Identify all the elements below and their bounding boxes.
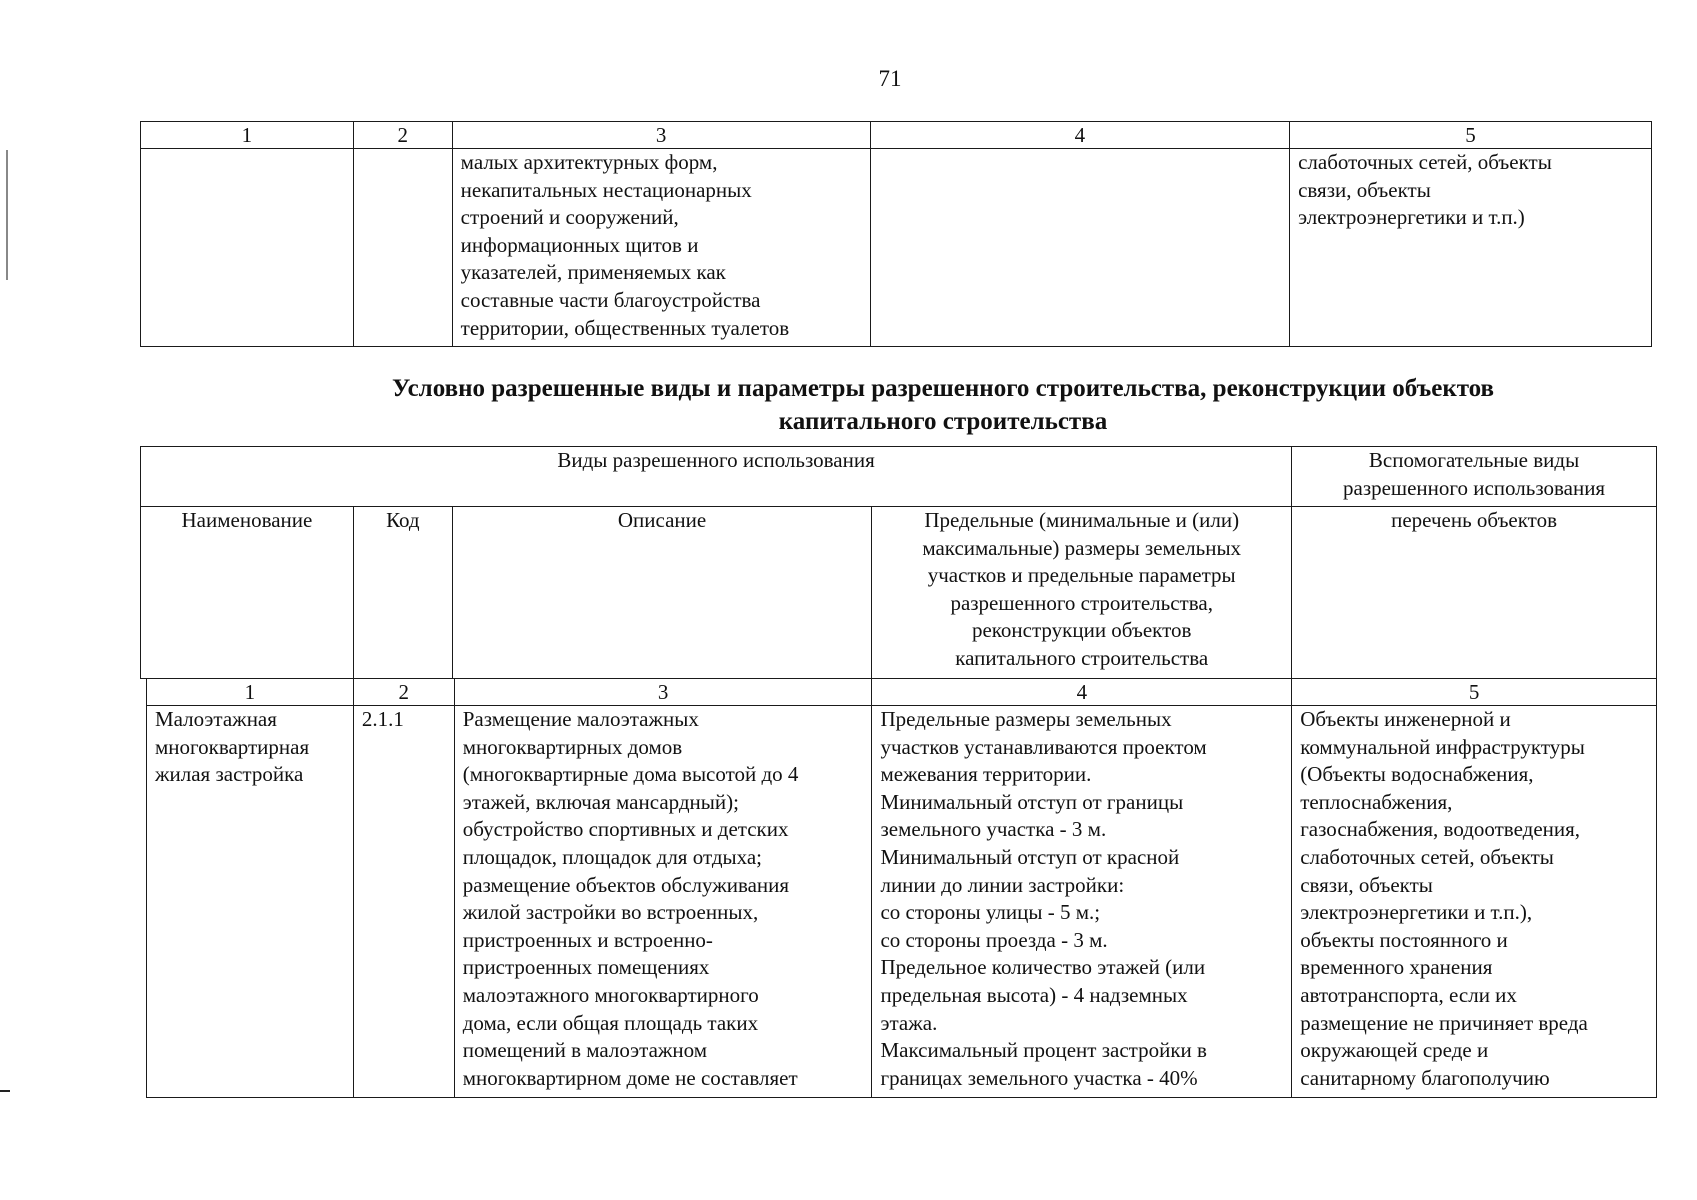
text-line: некапитальных нестационарных	[460, 177, 752, 202]
top-col-number-3: 3	[452, 122, 870, 149]
text-line: линии до линии застройки:	[880, 872, 1125, 897]
text-line: размещение не причиняет вреда	[1300, 1010, 1588, 1035]
text-line: временного хранения	[1300, 955, 1493, 980]
group-header-row	[141, 447, 1657, 507]
text-line: пристроенных помещениях	[462, 955, 710, 980]
text-line: многоквартирная	[155, 734, 310, 759]
text-line: слаботочных сетей, объекты	[1300, 844, 1554, 869]
text-line: малых архитектурных форм,	[460, 150, 718, 174]
text-line: (многоквартирные дома высотой до 4	[462, 762, 799, 787]
scan-margin-mark	[6, 150, 8, 280]
text-line: Максимальный процент застройки в	[880, 1038, 1207, 1063]
text-line: Объекты инженерной и	[1300, 707, 1511, 731]
table-row	[147, 706, 1657, 1098]
row-name-cell	[147, 706, 354, 1098]
text-line: помещений в малоэтажном	[462, 1038, 708, 1063]
top-row-limits-cell	[870, 149, 1290, 347]
top-col-number-4: 4	[870, 122, 1290, 149]
text-line: Вспомогательные виды	[1368, 448, 1580, 472]
text-line: Размещение малоэтажных	[462, 707, 699, 731]
text-line: автотранспорта, если их	[1300, 982, 1517, 1007]
text-line: капитального строительства	[955, 645, 1209, 670]
text-line: Малоэтажная	[155, 707, 277, 731]
text-line: разрешенного строительства,	[950, 590, 1213, 615]
text-line: территории, общественных туалетов	[460, 315, 790, 340]
column-header-code: Код	[353, 507, 452, 679]
text-line: этажа.	[880, 1010, 938, 1035]
section-heading	[310, 372, 1576, 438]
text-line: Предельные (минимальные и (или)	[924, 508, 1240, 532]
text-line: указателей, применяемых как	[460, 260, 726, 285]
text-line: составные части благоустройства	[460, 287, 761, 312]
text-line: разрешенного использования	[1343, 475, 1606, 500]
text-line: электроэнергетики и т.п.)	[1298, 205, 1525, 230]
row-limits-cell	[872, 706, 1292, 1098]
text-line: малоэтажного многоквартирного	[462, 982, 759, 1007]
col-number-3: 3	[454, 679, 872, 706]
text-line: со стороны улицы - 5 м.;	[880, 900, 1101, 925]
text-line: границах земельного участка - 40%	[880, 1065, 1198, 1090]
column-header-aux-list: перечень объектов	[1292, 507, 1657, 679]
text-line: Предельное количество этажей (или	[880, 955, 1206, 980]
text-line: предельная высота) - 4 надземных	[880, 982, 1188, 1007]
data-table	[146, 678, 1657, 1098]
top-col-number-1: 1	[141, 122, 354, 149]
text-line: максимальные) размеры земельных	[922, 535, 1242, 560]
column-header-row	[141, 507, 1657, 679]
text-line: площадок, площадок для отдыха;	[462, 844, 763, 869]
top-table-number-row	[141, 122, 1652, 149]
col-number-1: 1	[147, 679, 354, 706]
top-table	[140, 121, 1652, 347]
top-row-description-cell	[452, 149, 870, 347]
text-line: жилая застройка	[155, 762, 304, 787]
row-description-cell	[454, 706, 872, 1098]
text-line: объекты постоянного и	[1300, 927, 1508, 952]
text-line: информационных щитов и	[460, 232, 699, 257]
text-line: окружающей среде и	[1300, 1038, 1489, 1063]
group-header-auxiliary-uses	[1292, 447, 1657, 507]
text-line: дома, если общая площадь таких	[462, 1010, 759, 1035]
page-number: 71	[878, 66, 902, 91]
text-line: (Объекты водоснабжения,	[1300, 762, 1534, 787]
column-header-description: Описание	[452, 507, 871, 679]
text-line: слаботочных сетей, объекты	[1298, 150, 1552, 174]
top-row-name-cell	[141, 149, 354, 347]
data-table-number-row	[147, 679, 1657, 706]
text-line: Минимальный отступ от красной	[880, 844, 1180, 869]
row-code-cell: 2.1.1	[353, 706, 454, 1098]
text-line: газоснабжения, водоотведения,	[1300, 817, 1581, 842]
group-header-permitted-uses: Виды разрешенного использования	[141, 447, 1292, 507]
column-header-limits	[872, 507, 1292, 679]
top-table-row	[141, 149, 1652, 347]
text-line: теплоснабжения,	[1300, 789, 1453, 814]
text-line: пристроенных и встроенно-	[462, 927, 713, 952]
text-line: земельного участка - 3 м.	[880, 817, 1107, 842]
col-number-2: 2	[353, 679, 454, 706]
text-line: размещение объектов обслуживания	[462, 872, 790, 897]
top-col-number-2: 2	[353, 122, 452, 149]
text-line: строений и сооружений,	[460, 205, 679, 230]
section-heading-line-2: капитального строительства	[778, 408, 1108, 435]
text-line: многоквартирном доме не составляет	[462, 1065, 798, 1090]
scan-margin-mark	[0, 1090, 10, 1092]
text-line: межевания территории.	[880, 762, 1092, 787]
text-line: участков и предельные параметры	[927, 563, 1236, 588]
top-col-number-5: 5	[1290, 122, 1652, 149]
text-line: многоквартирных домов	[462, 734, 683, 759]
text-line: электроэнергетики и т.п.),	[1300, 900, 1533, 925]
text-line: Минимальный отступ от границы	[880, 789, 1184, 814]
row-aux-cell	[1292, 706, 1657, 1098]
text-line: коммунальной инфраструктуры	[1300, 734, 1585, 759]
text-line: участков устанавливаются проектом	[880, 734, 1207, 759]
text-line: жилой застройки во встроенных,	[462, 900, 759, 925]
text-line: обустройство спортивных и детских	[462, 817, 789, 842]
text-line: Предельные размеры земельных	[880, 707, 1172, 731]
main-table-header	[140, 446, 1657, 679]
col-number-4: 4	[872, 679, 1292, 706]
top-row-aux-cell	[1290, 149, 1652, 347]
text-line: этажей, включая мансардный);	[462, 789, 739, 814]
section-heading-line-1: Условно разрешенные виды и параметры разрешенного строительства, реконструкции объектов	[391, 375, 1495, 402]
text-line: связи, объекты	[1300, 872, 1433, 897]
text-line: реконструкции объектов	[971, 618, 1192, 643]
column-header-name: Наименование	[141, 507, 354, 679]
text-line: со стороны проезда - 3 м.	[880, 927, 1108, 952]
text-line: связи, объекты	[1298, 177, 1431, 202]
col-number-5: 5	[1292, 679, 1657, 706]
top-row-code-cell	[353, 149, 452, 347]
text-line: санитарному благополучию	[1300, 1065, 1550, 1090]
